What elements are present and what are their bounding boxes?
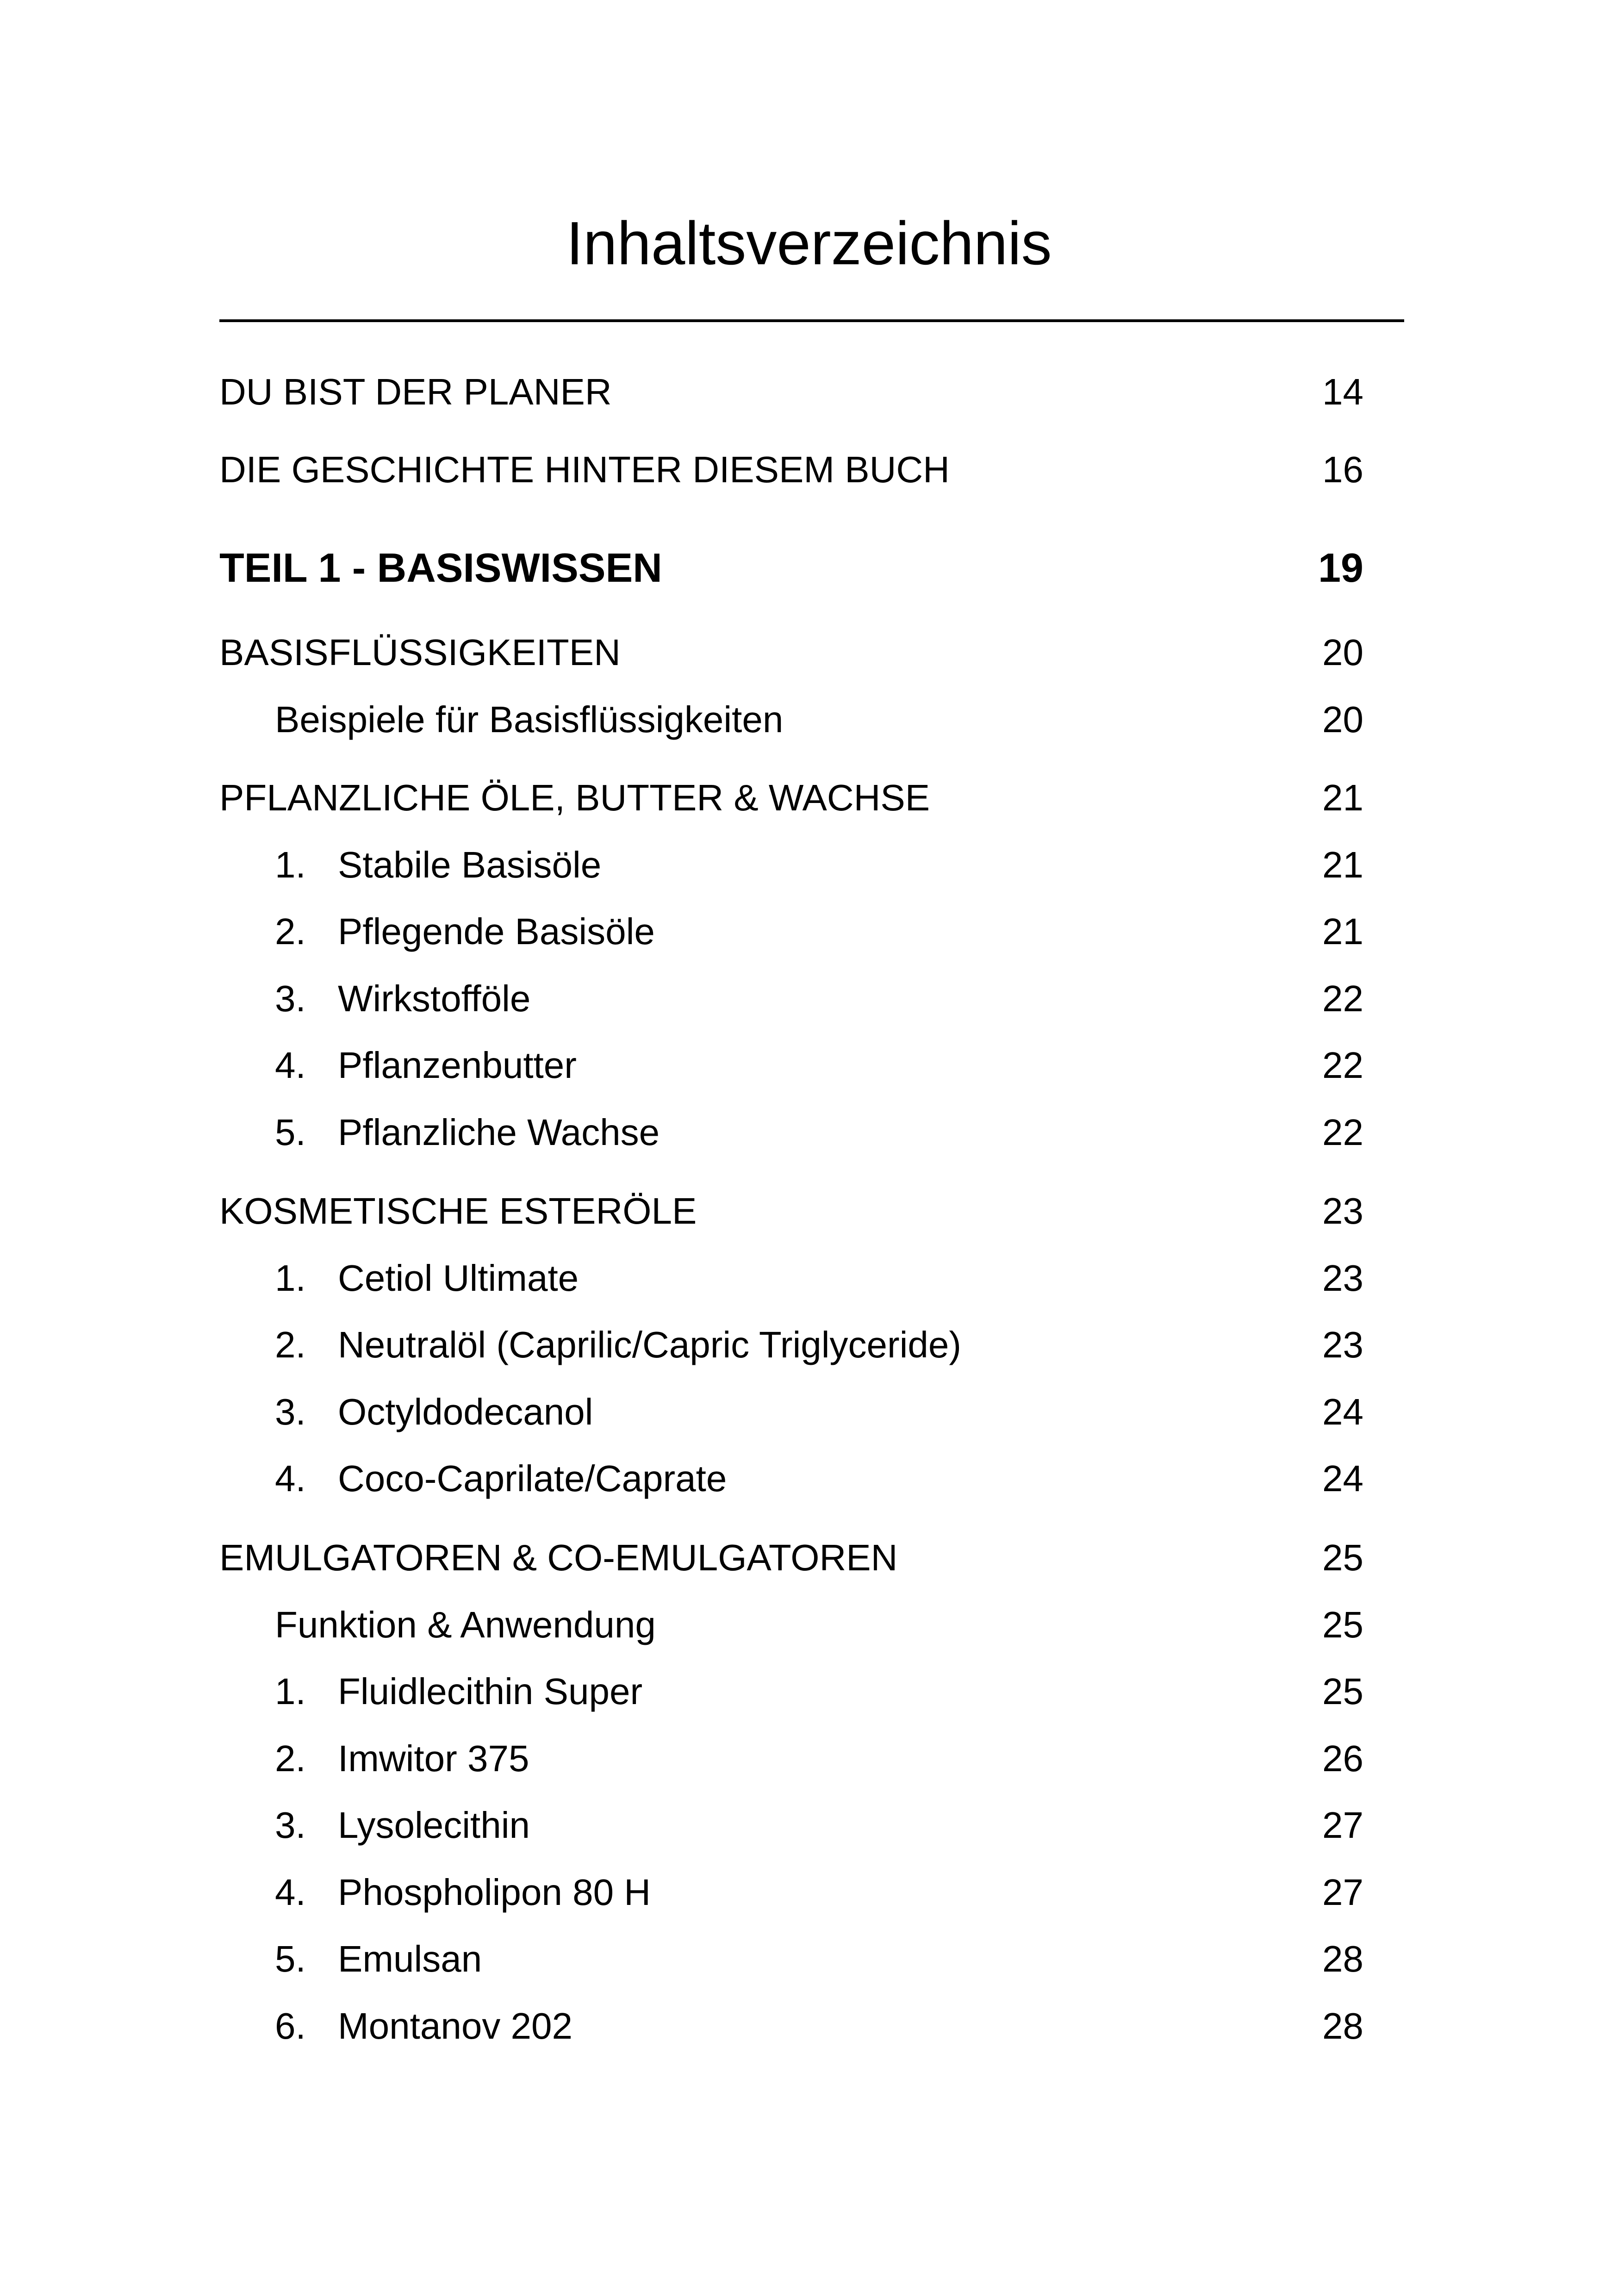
toc-subentry[interactable] <box>219 840 1363 890</box>
toc-page-number: 22 <box>1322 1045 1363 1086</box>
toc-page-number: 20 <box>1322 699 1363 740</box>
toc-item-number: 6. <box>275 2005 306 2047</box>
toc-subentry[interactable] <box>219 1387 1363 1437</box>
toc-item-number: 5. <box>275 1938 306 1979</box>
toc-page-number: 25 <box>1322 1604 1363 1645</box>
toc-item-number: 3. <box>275 1391 306 1432</box>
toc-subentry[interactable] <box>219 1253 1363 1304</box>
page-title: Inhaltsverzeichnis <box>566 209 1052 277</box>
toc-subentry[interactable] <box>219 1867 1363 1918</box>
toc-entry-title: Pflanzenbutter <box>338 1045 577 1086</box>
toc-subentry[interactable] <box>219 1599 1363 1650</box>
toc-item-number: 4. <box>275 1045 306 1086</box>
toc-entry-title: Phospholipon 80 H <box>338 1872 651 1913</box>
toc-entry[interactable] <box>219 367 1363 417</box>
toc-subentry[interactable] <box>219 2001 1363 2052</box>
toc-entry-title: BASISFLÜSSIGKEITEN <box>219 632 621 673</box>
toc-entry[interactable] <box>219 627 1363 678</box>
toc-entry-title: Fluidlecithin Super <box>338 1671 643 1712</box>
toc-page-number: 24 <box>1322 1391 1363 1432</box>
toc-entry-title: Emulsan <box>338 1938 482 1979</box>
toc-item-number: 2. <box>275 1324 306 1365</box>
toc-subentry[interactable] <box>219 906 1363 957</box>
toc-subentry[interactable] <box>219 1800 1363 1851</box>
toc-entry-title: Stabile Basisöle <box>338 844 602 885</box>
toc-entry-title: Pflegende Basisöle <box>338 911 655 952</box>
toc-item-number: 2. <box>275 911 306 952</box>
toc-item-number: 1. <box>275 1671 306 1712</box>
toc-item-number: 4. <box>275 1872 306 1913</box>
toc-page-number: 23 <box>1322 1324 1363 1365</box>
toc-entry-title: KOSMETISCHE ESTERÖLE <box>219 1190 697 1232</box>
toc-item-number: 5. <box>275 1112 306 1153</box>
toc-page-number: 19 <box>1318 545 1363 591</box>
toc-page-number: 27 <box>1322 1804 1363 1846</box>
toc-part-heading[interactable] <box>219 542 1363 593</box>
toc-entry-title: Coco-Caprilate/Caprate <box>338 1458 727 1499</box>
toc-entry-title: Beispiele für Basisflüssigkeiten <box>275 699 784 740</box>
toc-entry-title: EMULGATOREN & CO-EMULGATOREN <box>219 1537 898 1578</box>
toc-entry-title: Lysolecithin <box>338 1804 530 1846</box>
toc-page-number: 21 <box>1322 844 1363 885</box>
toc-item-number: 1. <box>275 844 306 885</box>
toc-page-number: 22 <box>1322 1112 1363 1153</box>
toc-subentry[interactable] <box>219 694 1363 745</box>
toc-entry[interactable] <box>219 1532 1363 1583</box>
toc-page-number: 14 <box>1322 371 1363 412</box>
toc-subentry[interactable] <box>219 1040 1363 1091</box>
toc-entry-title: Cetiol Ultimate <box>338 1257 579 1299</box>
toc-page-number: 28 <box>1322 1938 1363 1979</box>
toc-page-number: 22 <box>1322 978 1363 1019</box>
toc-subentry[interactable] <box>219 1733 1363 1784</box>
toc-entry-title: Wirkstofföle <box>338 978 531 1019</box>
toc-item-number: 3. <box>275 978 306 1019</box>
toc-page-number: 24 <box>1322 1458 1363 1499</box>
toc-entry-title: TEIL 1 - BASISWISSEN <box>219 545 662 591</box>
toc-subentry[interactable] <box>219 1319 1363 1370</box>
title-divider <box>219 319 1404 322</box>
toc-subentry[interactable] <box>219 1666 1363 1717</box>
toc-page-number: 25 <box>1322 1671 1363 1712</box>
toc-entry-title: DU BIST DER PLANER <box>219 371 612 412</box>
toc-page-number: 21 <box>1322 911 1363 952</box>
toc-item-number: 1. <box>275 1257 306 1299</box>
toc-subentry[interactable] <box>219 973 1363 1024</box>
toc-page-number: 21 <box>1322 777 1363 818</box>
toc-item-number: 2. <box>275 1738 306 1779</box>
toc-item-number: 4. <box>275 1458 306 1499</box>
toc-entry-title: PFLANZLICHE ÖLE, BUTTER & WACHSE <box>219 777 930 818</box>
toc-entry-title: Montanov 202 <box>338 2005 573 2047</box>
toc-entry-title: Imwitor 375 <box>338 1738 529 1779</box>
toc-page-number: 20 <box>1322 632 1363 673</box>
toc-page-number: 23 <box>1322 1190 1363 1232</box>
toc-subentry[interactable] <box>219 1934 1363 1985</box>
toc-entry-title: Pflanzliche Wachse <box>338 1112 660 1153</box>
toc-subentry[interactable] <box>219 1107 1363 1158</box>
toc-entry-title: DIE GESCHICHTE HINTER DIESEM BUCH <box>219 449 950 490</box>
toc-entry-title: Funktion & Anwendung <box>275 1604 656 1645</box>
toc-item-number: 3. <box>275 1804 306 1846</box>
toc-entry-title: Octyldodecanol <box>338 1391 593 1432</box>
toc-page-number: 23 <box>1322 1257 1363 1299</box>
toc-entry[interactable] <box>219 444 1363 495</box>
toc-page-number: 16 <box>1322 449 1363 490</box>
toc-page-number: 26 <box>1322 1738 1363 1779</box>
toc-page-number: 25 <box>1322 1537 1363 1578</box>
toc-subentry[interactable] <box>219 1453 1363 1504</box>
toc-entry[interactable] <box>219 1186 1363 1237</box>
toc-page-number: 28 <box>1322 2005 1363 2047</box>
toc-page-number: 27 <box>1322 1872 1363 1913</box>
toc-entry[interactable] <box>219 772 1363 823</box>
toc-entry-title: Neutralöl (Caprilic/Capric Triglyceride) <box>338 1324 962 1365</box>
